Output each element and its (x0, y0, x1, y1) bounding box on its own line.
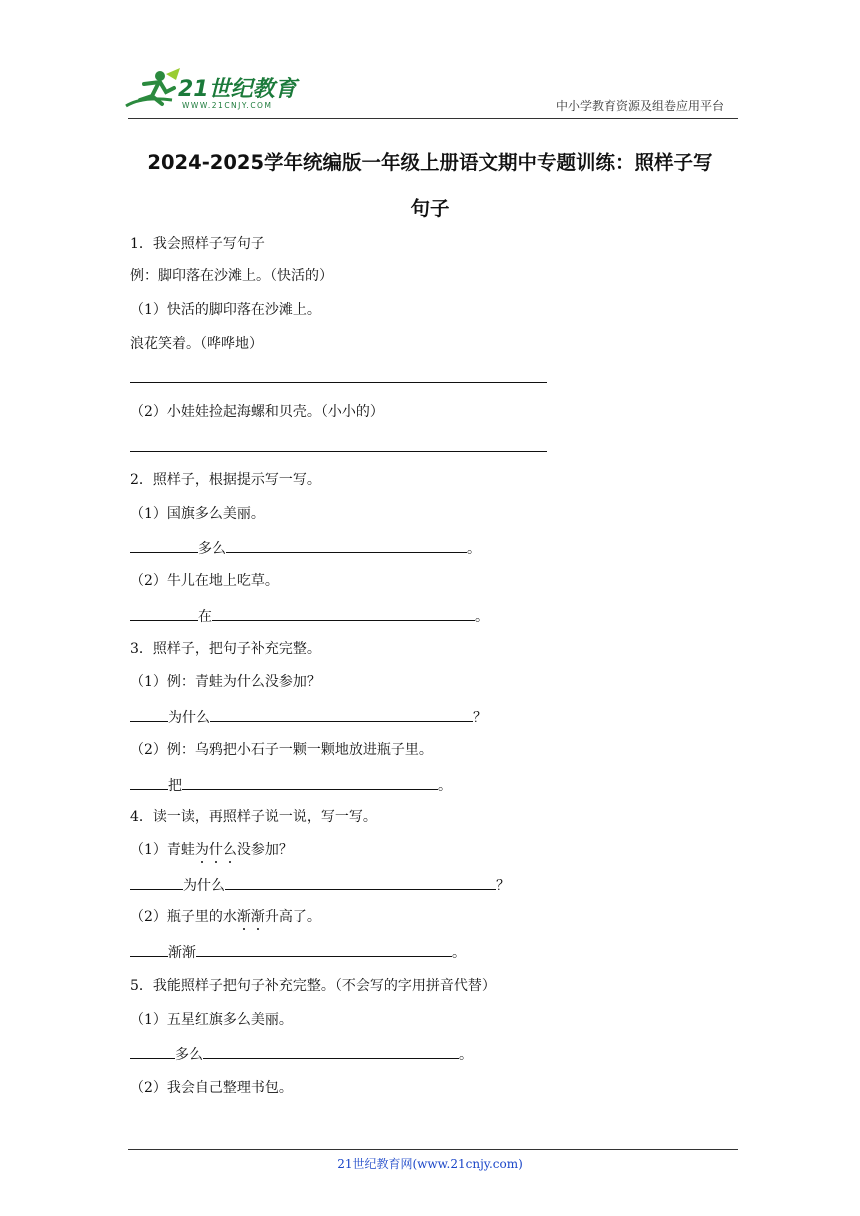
emphasis-char: 么 (222, 842, 237, 858)
fill-blank[interactable] (130, 875, 183, 890)
q5-item-1: （1）五星红旗多么美丽。 (130, 1012, 293, 1028)
q1-answer-line-2[interactable] (130, 451, 547, 452)
q5-item-2: （2）我会自己整理书包。 (130, 1080, 293, 1096)
q4-item-2-suffix: 升高了。 (264, 909, 321, 925)
fill-end: 。 (475, 609, 489, 625)
q2-fill-2 (130, 606, 489, 626)
fill-blank[interactable] (226, 538, 467, 553)
runner-logo-icon (122, 66, 182, 116)
fill-end: 。 (459, 1047, 473, 1063)
q4-item-2 (130, 908, 321, 926)
q1-example: 例：脚印落在沙滩上。（快活的） (130, 268, 333, 284)
page-title: 2024-2025学年统编版一年级上册语文期中专题训练：照样子写 (147, 151, 713, 174)
q1-prompt-1: 浪花笑着。（哗哗地） (130, 336, 263, 352)
fill-word: 为什么 (183, 878, 225, 894)
q2-item-1: （1）国旗多么美丽。 (130, 506, 265, 522)
q2-fill-1 (130, 538, 481, 558)
q5-fill-1 (130, 1044, 473, 1064)
fill-blank[interactable] (225, 875, 496, 890)
fill-word: 多么 (175, 1047, 203, 1063)
header-divider (128, 118, 738, 119)
q4-item-1-prefix: （1）青蛙 (130, 842, 195, 858)
q1-heading: 1．我会照样子写句子 (130, 236, 265, 252)
fill-blank[interactable] (130, 942, 168, 957)
page-title-continued: 句子 (410, 197, 450, 220)
fill-blank[interactable] (203, 1044, 459, 1059)
fill-blank[interactable] (212, 606, 475, 621)
logo-url: WWW.21CNJY.COM (182, 101, 273, 110)
fill-blank[interactable] (130, 707, 168, 722)
fill-word: 为什么 (168, 710, 210, 726)
emphasis-char: 为 (194, 842, 209, 858)
fill-blank[interactable] (130, 1044, 175, 1059)
fill-end: 。 (438, 778, 452, 794)
emphasis-char: 渐 (250, 909, 265, 925)
fill-end: 。 (452, 945, 466, 961)
footer-divider (128, 1149, 738, 1150)
q1-answer-line-1[interactable] (130, 382, 547, 383)
fill-end: 。 (467, 541, 481, 557)
fill-end: ？ (496, 878, 510, 894)
fill-word: 把 (168, 778, 182, 794)
fill-word: 多么 (198, 541, 226, 557)
q2-item-2: （2）牛儿在地上吃草。 (130, 573, 279, 589)
emphasis-char: 渐 (236, 909, 251, 925)
q3-fill-2 (130, 775, 452, 795)
footer-link[interactable]: 21世纪教育网(www.21cnjy.com) (337, 1157, 523, 1171)
fill-blank[interactable] (130, 606, 198, 621)
q4-item-1 (130, 841, 293, 859)
q3-heading: 3．照样子，把句子补充完整。 (130, 641, 321, 657)
q5-heading: 5．我能照样子把句子补充完整。（不会写的字用拼音代替） (130, 978, 496, 994)
q4-fill-2 (130, 942, 466, 962)
fill-word: 在 (198, 609, 212, 625)
q2-heading: 2．照样子，根据提示写一写。 (130, 472, 321, 488)
fill-blank[interactable] (210, 707, 473, 722)
platform-tagline: 中小学教育资源及组卷应用平台 (555, 99, 724, 113)
emphasis-char: 什 (208, 842, 223, 858)
q1-answer-1: （1）快活的脚印落在沙滩上。 (130, 302, 321, 318)
q3-fill-1 (130, 707, 487, 727)
q4-fill-1 (130, 875, 510, 895)
q3-item-2: （2）例：乌鸦把小石子一颗一颗地放进瓶子里。 (130, 742, 433, 758)
q1-prompt-2: （2）小娃娃捡起海螺和贝壳。（小小的） (130, 404, 384, 420)
fill-end: ？ (473, 710, 487, 726)
q3-item-1: （1）例：青蛙为什么没参加？ (130, 674, 321, 690)
q4-item-2-prefix: （2）瓶子里的水 (130, 909, 237, 925)
fill-blank[interactable] (196, 942, 452, 957)
q4-item-1-suffix: 没参加？ (236, 842, 293, 858)
fill-blank[interactable] (182, 775, 438, 790)
q4-heading: 4．读一读，再照样子说一说，写一写。 (130, 809, 377, 825)
logo-text: 21世纪教育 (178, 77, 297, 102)
fill-blank[interactable] (130, 775, 168, 790)
fill-blank[interactable] (130, 538, 198, 553)
fill-word: 渐渐 (168, 945, 196, 961)
